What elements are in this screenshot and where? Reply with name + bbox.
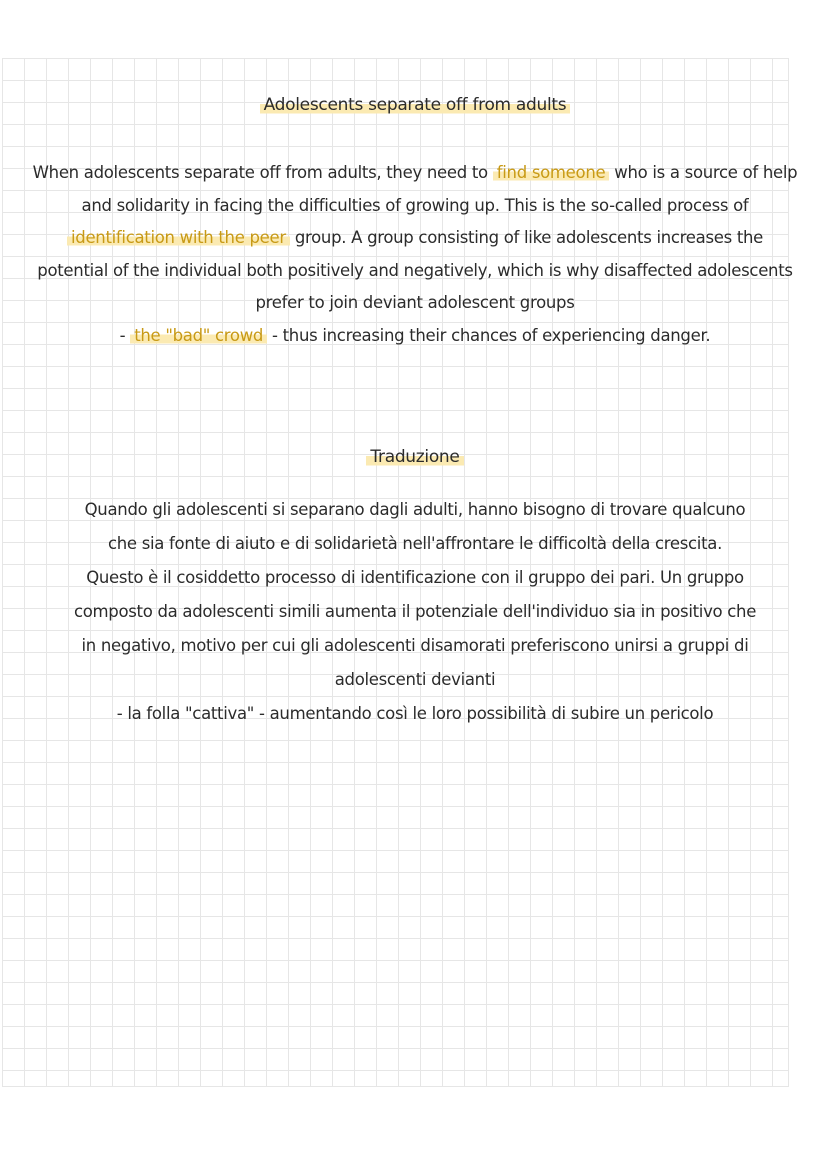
paragraph-line: and solidarity in facing the difficulties of growing up. This is the so-called process of bbox=[81, 195, 749, 215]
paragraph-line: potential of the individual both positively and negatively, which is why disaffected adolescents bbox=[37, 260, 793, 280]
note-title bbox=[30, 93, 800, 117]
paragraph-line: Questo è il cosiddetto processo di identificazione con il gruppo dei pari. Un gruppo bbox=[86, 568, 744, 587]
text-run: who is a source of help bbox=[609, 163, 798, 182]
english-paragraph bbox=[30, 157, 800, 352]
translation-heading bbox=[30, 445, 800, 469]
text-run: - thus increasing their chances of experiencing danger. bbox=[267, 325, 711, 345]
highlighted-phrase: identification with the peer bbox=[67, 228, 290, 247]
italian-paragraph bbox=[30, 493, 800, 731]
text-run: When adolescents separate off from adults, they need to bbox=[32, 163, 493, 182]
paragraph-line bbox=[30, 320, 800, 353]
subtitle-highlight: Traduzione bbox=[366, 447, 463, 467]
highlighted-phrase: the "bad" crowd bbox=[130, 326, 267, 345]
paragraph-line bbox=[30, 222, 800, 255]
paragraph-line: prefer to join deviant adolescent groups bbox=[255, 293, 575, 312]
paragraph-line: composto da adolescenti simili aumenta il potenziale dell'individuo sia in positivo che bbox=[73, 602, 757, 621]
paragraph-line: adolescenti devianti bbox=[334, 670, 496, 689]
text-run: group. A group consisting of like adolescents increases the bbox=[289, 228, 764, 247]
paragraph-line: in negativo, motivo per cui gli adolescenti disamorati preferiscono unirsi a gruppi di bbox=[81, 636, 749, 655]
highlighted-phrase: find someone bbox=[493, 163, 610, 182]
paragraph-line: Quando gli adolescenti si separano dagli adulti, hanno bisogno di trovare qualcuno bbox=[84, 500, 746, 519]
paragraph-line: che sia fonte di aiuto e di solidarietà nell'affrontare le difficoltà della crescita. bbox=[107, 534, 723, 553]
text-run: - bbox=[119, 325, 131, 345]
paragraph-line: - la folla "cattiva" - aumentando così le loro possibilità di subire un pericolo bbox=[116, 704, 714, 723]
title-highlight: Adolescents separate off from adults bbox=[260, 95, 571, 115]
paragraph-line bbox=[30, 157, 800, 190]
